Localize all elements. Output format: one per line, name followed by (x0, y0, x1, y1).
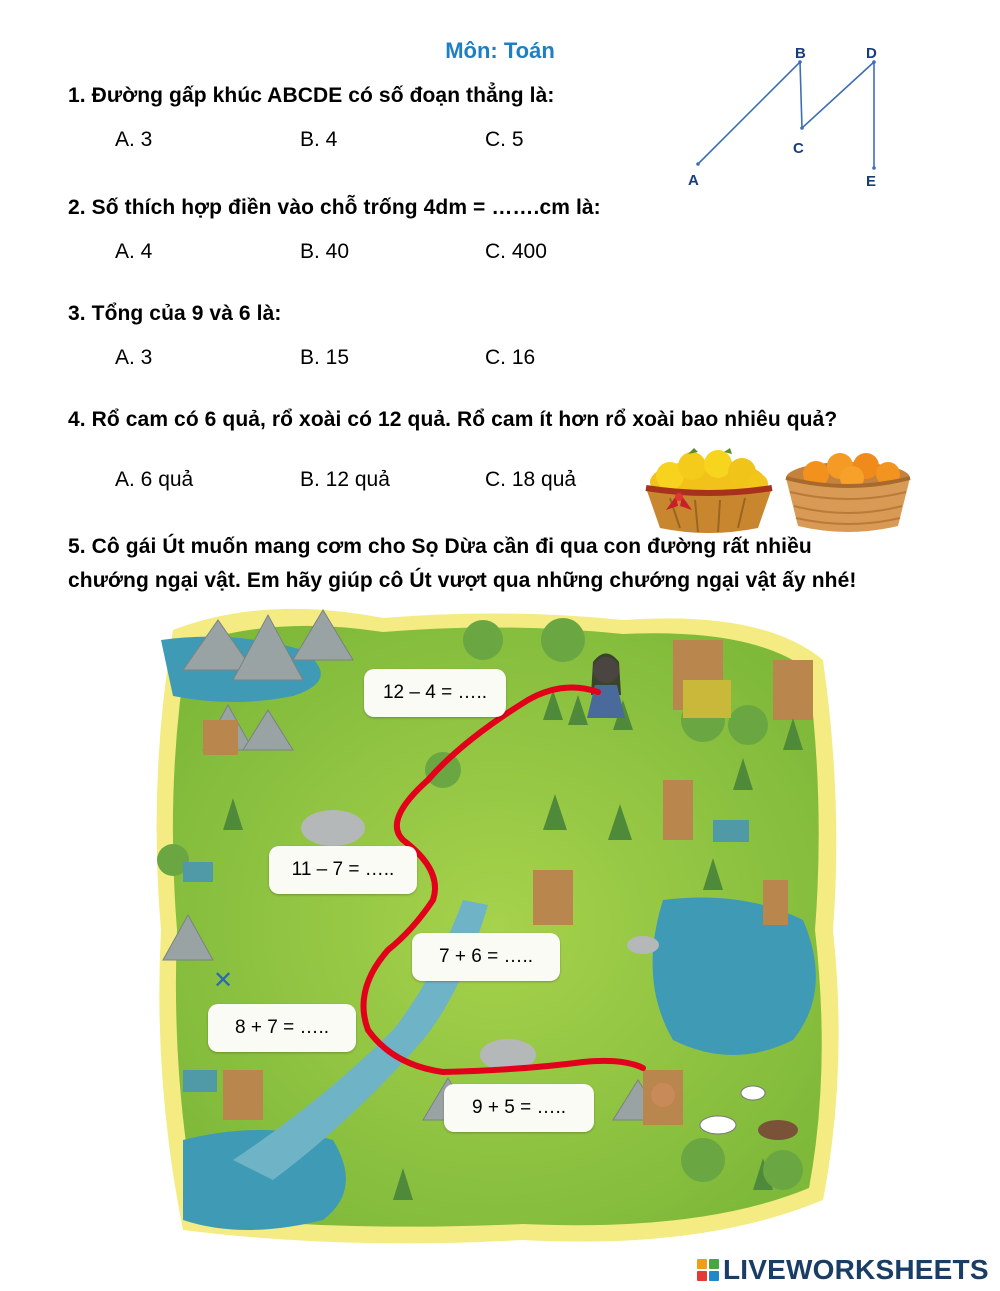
q1-option-a[interactable]: A. 3 (115, 128, 153, 151)
q4-option-b[interactable]: B. 12 quả (300, 468, 390, 491)
brand-name: LIVEWORKSHEETS (723, 1254, 989, 1285)
fruit-baskets-illustration (640, 448, 920, 538)
question-5-line-1: 5. Cô gái Út muốn mang cơm cho Sọ Dừa cần đi qua con đường rất nhiều (68, 535, 812, 558)
q1-option-b[interactable]: B. 4 (300, 128, 338, 151)
diagram-label-c: C (793, 140, 804, 157)
polyline-diagram (680, 40, 900, 200)
q4-option-a[interactable]: A. 6 quả (115, 468, 194, 491)
map-expression-4: 8 + 7 = ….. (208, 1004, 356, 1052)
map-expression-3: 7 + 6 = ….. (412, 933, 560, 981)
question-1: 1. Đường gấp khúc ABCDE có số đoạn thẳng là: (68, 84, 555, 107)
question-4: 4. Rổ cam có 6 quả, rổ xoài có 12 quả. Rổ cam ít hơn rổ xoài bao nhiêu quả? (68, 408, 838, 431)
q1-option-c[interactable]: C. 5 (485, 128, 524, 151)
diagram-label-a: A (688, 172, 699, 189)
diagram-label-e: E (866, 173, 877, 190)
map-expression-5: 9 + 5 = ….. (444, 1084, 594, 1132)
page-title: Môn: Toán (445, 38, 555, 63)
q3-option-a[interactable]: A. 3 (115, 346, 153, 369)
q2-option-b[interactable]: B. 40 (300, 240, 350, 263)
q2-option-c[interactable]: C. 400 (485, 240, 547, 263)
q4-option-c[interactable]: C. 18 quả (485, 468, 577, 491)
map-expression-1: 12 – 4 = ….. (364, 669, 506, 717)
orange-basket-icon (786, 453, 910, 532)
question-5-line-2: chướng ngại vật. Em hãy giúp cô Út vượt qua những chướng ngại vật ấy nhé! (68, 569, 857, 592)
question-3: 3. Tổng của 9 và 6 là: (68, 302, 282, 325)
liveworksheets-logo (697, 1252, 989, 1288)
map-expression-2: 11 – 7 = ….. (269, 846, 417, 894)
diagram-label-b: B (795, 45, 806, 62)
mango-basket-icon (646, 448, 772, 533)
liveworksheets-mark-icon (697, 1259, 719, 1281)
question-2: 2. Số thích hợp điền vào chỗ trống 4dm = …….cm là: (68, 196, 601, 219)
x-mark-icon: ✕ (213, 966, 234, 994)
q3-option-b[interactable]: B. 15 (300, 346, 350, 369)
q2-option-a[interactable]: A. 4 (115, 240, 153, 263)
q3-option-c[interactable]: C. 16 (485, 346, 536, 369)
diagram-label-d: D (866, 45, 877, 62)
